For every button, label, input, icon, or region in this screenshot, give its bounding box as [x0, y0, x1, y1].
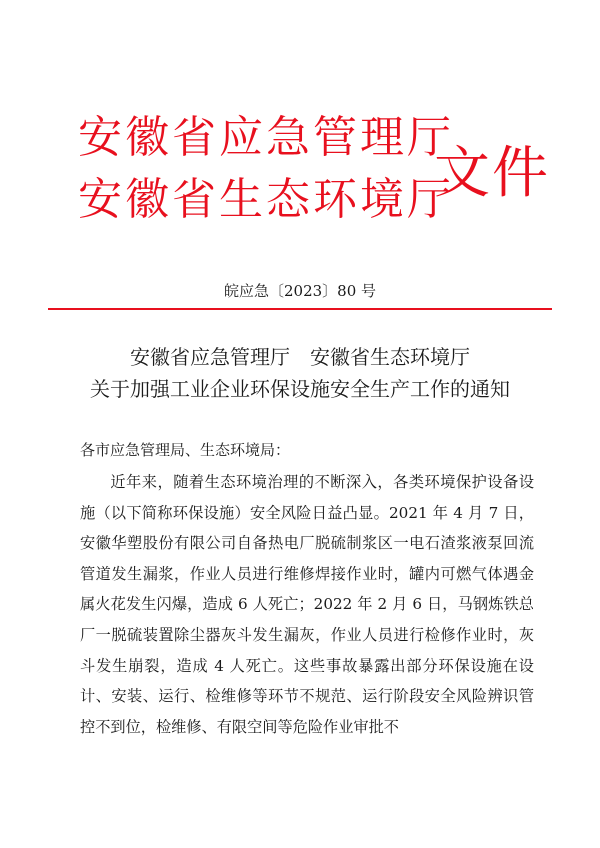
salutation: 各市应急管理局、生态环境局：: [80, 441, 291, 459]
document-number: 皖应急〔2023〕80 号: [223, 282, 377, 300]
issuer-name-emergency: 安徽省应急管理厅: [78, 112, 454, 163]
notice-title-issuers: 安徽省应急管理厅 安徽省生态环境厅: [130, 345, 470, 369]
document-word: 文件: [434, 141, 550, 206]
issuer-name-environment: 安徽省生态环境厅: [78, 174, 454, 225]
red-header: [78, 112, 548, 242]
red-divider-line: [48, 308, 552, 310]
body-paragraph: 近年来，随着生态环境治理的不断深入，各类环境保护设备设施（以下简称环保设施）安全风险日益凸显。2021 年 4 月 7 日，安徽华塑股份有限公司自备热电厂脱硫制浆区一电石渣浆液泵回流管道发生漏浆，作业人员进行维修焊接作业时，罐内可燃气体遇金属火花发生闪爆，造成 6 人死亡；2022 年 2 月 6 日，马钢炼铁总厂一脱硫装置除尘器灰斗发生漏灰，作业人员进行检修作业时，灰斗发生崩裂，造成 4 人死亡。这些事故暴露出部分环保设施在设计、安装、运行、检维修等环节不规范、运行阶段安全风险辨识管控不到位，检维修、有限空间等危险作业审批不: [80, 473, 534, 736]
notice-title-subject: 关于加强工业企业环保设施安全生产工作的通知: [90, 377, 510, 401]
